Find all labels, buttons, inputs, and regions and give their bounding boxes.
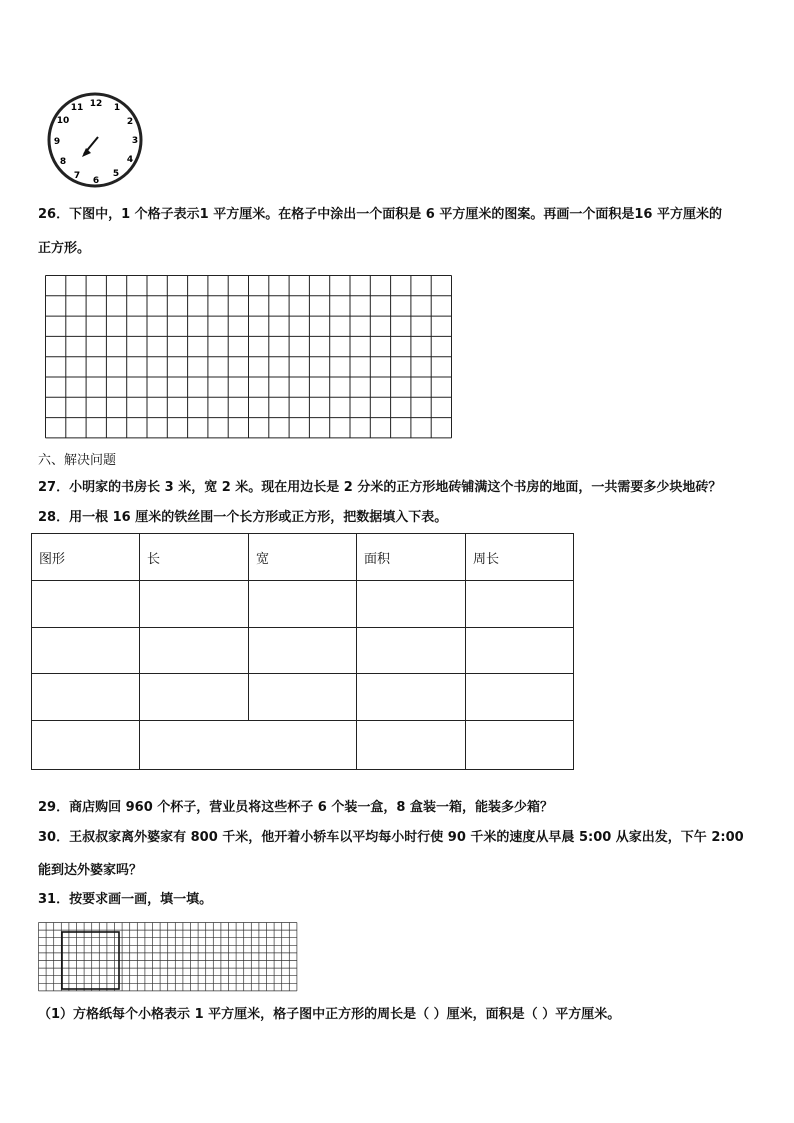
clock-hand-arrowhead — [82, 148, 91, 157]
table-cell[interactable] — [466, 581, 574, 628]
q31-text: 31．按要求画一画，填一填。 — [38, 892, 213, 907]
table-cell[interactable] — [249, 674, 357, 721]
table-row — [32, 674, 574, 721]
table-cell[interactable] — [140, 674, 249, 721]
table-cell[interactable] — [32, 628, 140, 674]
q28-text: 28．用一根 16 厘米的铁丝围一个长方形或正方形，把数据填入下表。 — [38, 510, 448, 525]
q31-grid — [38, 922, 305, 992]
table-cell[interactable] — [357, 581, 466, 628]
table-cell[interactable] — [140, 628, 249, 674]
table-cell[interactable] — [249, 581, 357, 628]
table-header-row — [32, 534, 574, 581]
table-cell[interactable] — [357, 674, 466, 721]
table-header-cell: 周长 — [466, 534, 574, 581]
clock-illustration — [44, 90, 152, 190]
clock-num-12: 12 — [89, 99, 103, 109]
table-cell[interactable] — [32, 581, 140, 628]
table-header-cell: 图形 — [32, 534, 140, 581]
clock-num-8: 8 — [59, 157, 67, 167]
table-header-cell: 宽 — [249, 534, 357, 581]
section-title: 六、解决问题 — [38, 453, 117, 468]
clock-num-3: 3 — [131, 136, 139, 146]
table-cell[interactable] — [466, 674, 574, 721]
table-cell[interactable] — [466, 721, 574, 770]
q30-line1: 30．王叔叔家离外婆家有 800 千米，他开着小轿车以平均每小时行使 90 千米的速度从早晨 5:00 从家出发，下午 2:00 — [38, 830, 744, 845]
clock-num-2: 2 — [126, 117, 134, 127]
clock-num-6: 6 — [92, 176, 100, 186]
table-cell[interactable] — [357, 721, 466, 770]
clock-num-11: 11 — [70, 103, 84, 113]
table-cell-merged[interactable] — [140, 721, 357, 770]
table-header-cell: 长 — [140, 534, 249, 581]
clock-num-9: 9 — [53, 137, 61, 147]
q27-text: 27．小明家的书房长 3 米，宽 2 米。现在用边长是 2 分米的正方形地砖铺满这个书房的地面，一共需要多少块地砖？ — [38, 480, 722, 495]
table-header-cell: 面积 — [357, 534, 466, 581]
clock-num-5: 5 — [112, 169, 120, 179]
table-cell[interactable] — [32, 674, 140, 721]
table-cell[interactable] — [357, 628, 466, 674]
q30-line2: 能到达外婆家吗？ — [38, 863, 143, 878]
clock-num-1: 1 — [113, 103, 121, 113]
table-row — [32, 581, 574, 628]
clock-num-4: 4 — [126, 155, 134, 165]
table-cell[interactable] — [32, 721, 140, 770]
q29-text: 29．商店购回 960 个杯子，营业员将这些杯子 6 个装一盒，8 盒装一箱，能装多少箱？ — [38, 800, 553, 815]
table-cell[interactable] — [249, 628, 357, 674]
q26-grid — [45, 275, 453, 438]
table-cell[interactable] — [466, 628, 574, 674]
clock-num-10: 10 — [56, 116, 70, 126]
q31-sub1: （1）方格纸每个小格表示 1 平方厘米，格子图中正方形的周长是（ ）厘米，面积是（ ）平方厘米。 — [38, 1007, 621, 1022]
table-row — [32, 721, 574, 770]
q26-line2: 正方形。 — [38, 241, 91, 256]
clock-num-7: 7 — [73, 171, 81, 181]
table-cell[interactable] — [140, 581, 249, 628]
q28-table — [31, 533, 574, 770]
q26-line1: 26．下图中，1 个格子表示1 平方厘米。在格子中涂出一个面积是 6 平方厘米的图案。再画一个面积是16 平方厘米的 — [38, 207, 722, 222]
table-row — [32, 628, 574, 674]
